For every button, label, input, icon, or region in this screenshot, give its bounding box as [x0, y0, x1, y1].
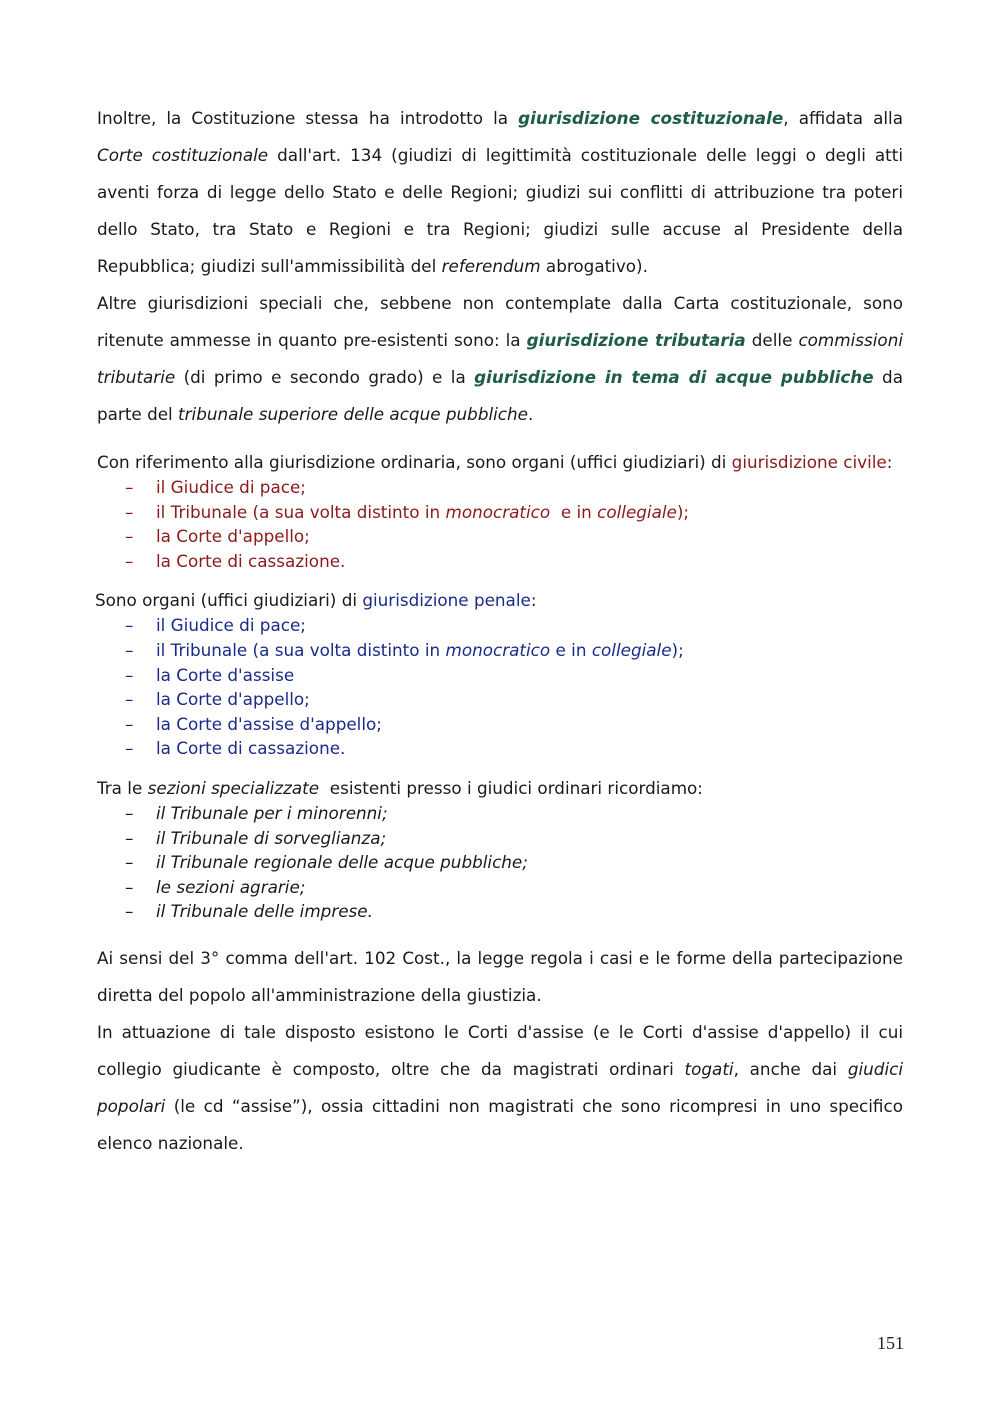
- dash-bullet: –: [125, 501, 134, 522]
- list-item: – il Giudice di pace;: [97, 613, 903, 638]
- italic-term: giudici popolari: [97, 1058, 903, 1116]
- text-span: abrogativo).: [540, 256, 648, 276]
- text-span: delle: [745, 330, 799, 350]
- text-span: Inoltre, la Costituzione stessa ha introdotto la: [97, 108, 519, 128]
- paragraph-partecipazione-popolo: Ai sensi del 3° comma dell'art. 102 Cost., la legge regola i casi e le forme della partecipazione diretta del popolo all'amministrazione della giustizia.: [97, 947, 903, 1005]
- text-span: (di primo e secondo grado) e la: [175, 367, 475, 387]
- list-item: – la Corte d'assise d'appello;: [97, 712, 903, 737]
- italic-term: referendum: [441, 256, 541, 276]
- list-item: – il Tribunale per i minorenni;: [97, 801, 903, 826]
- list-item: – la Corte d'appello;: [97, 687, 903, 712]
- highlight-term: giurisdizione in tema di acque pubbliche: [474, 367, 874, 387]
- highlight-term: giurisdizione costituzionale: [518, 108, 784, 128]
- civile-list: [97, 475, 903, 573]
- dash-bullet: –: [125, 802, 134, 823]
- text-span: dall'art. 134 (giudizi di legittimità costituzionale delle leggi o degli atti aventi forza di legge dello Stato e delle Regioni; giudizi sui conflitti di attribuzione tra poteri dello Stato, tra Stato e Regioni e tra Regioni; giudizi sulle accuse al Presidente della Repubblica; giudizi sull'ammissibilità del: [97, 145, 904, 276]
- dash-bullet: –: [125, 550, 134, 571]
- dash-bullet: –: [125, 713, 134, 734]
- list-item: – le sezioni agrarie;: [97, 875, 903, 900]
- list-item: – il Tribunale (a sua volta distinto in monocratico e in collegiale);: [97, 500, 903, 525]
- dash-bullet: –: [125, 852, 134, 873]
- text-span: .: [527, 404, 534, 424]
- text-span: Altre giurisdizioni speciali che, sebbene non contemplate dalla Carta costituzionale, sono ritenute ammesse in quanto pre-esistenti sono: la: [97, 293, 903, 350]
- dash-bullet: –: [125, 901, 134, 922]
- list-item: – la Corte d'assise: [97, 663, 903, 688]
- civile-term: giurisdizione civile: [731, 452, 887, 472]
- list-item: – la Corte d'appello;: [97, 524, 903, 549]
- dash-bullet: –: [125, 738, 134, 759]
- list-item: – la Corte di cassazione.: [97, 549, 903, 574]
- sezioni-intro: Tra le sezioni specializzate esistenti presso i giudici ordinari ricordiamo:: [97, 777, 703, 798]
- list-item: – il Giudice di pace;: [97, 475, 903, 500]
- dash-bullet: –: [125, 876, 134, 897]
- italic-term: tribunale superiore delle acque pubbliche: [178, 404, 528, 424]
- list-item: – il Tribunale delle imprese.: [97, 899, 903, 924]
- penale-term: giurisdizione penale: [362, 590, 531, 611]
- dash-bullet: –: [125, 477, 134, 497]
- italic-term: commissioni tributarie: [97, 330, 904, 387]
- italic-term: sezioni specializzate: [147, 777, 320, 798]
- dash-bullet: –: [125, 689, 134, 710]
- list-item: – il Tribunale regionale delle acque pubbliche;: [97, 850, 903, 875]
- sezioni-list: [97, 801, 903, 924]
- dash-bullet: –: [125, 526, 134, 547]
- italic-term: togati: [684, 1058, 734, 1079]
- dash-bullet: –: [125, 664, 134, 685]
- document-page: [97, 100, 903, 1162]
- penale-list: [97, 613, 903, 761]
- civile-intro: Con riferimento alla giurisdizione ordinaria, sono organi (uffici giudiziari) di giurisdizione civile:: [97, 452, 893, 472]
- list-item: – il Tribunale di sorveglianza;: [97, 826, 903, 851]
- list-item: – il Tribunale (a sua volta distinto in monocratico e in collegiale);: [97, 638, 903, 663]
- dash-bullet: –: [125, 827, 134, 848]
- dash-bullet: –: [125, 639, 134, 660]
- dash-bullet: –: [125, 615, 134, 636]
- highlight-term: giurisdizione tributaria: [526, 330, 746, 350]
- list-item: – la Corte di cassazione.: [97, 736, 903, 761]
- text-span: da parte del: [97, 367, 903, 424]
- paragraph-corte-costituzionale: [97, 100, 903, 285]
- italic-term: Corte costituzionale: [97, 145, 269, 165]
- penale-intro: Sono organi (uffici giudiziari) di giurisdizione penale:: [95, 590, 537, 611]
- page-number: 151: [877, 1333, 904, 1353]
- paragraph-giurisdizioni-speciali: [97, 285, 903, 433]
- paragraph-corti-assise: In attuazione di tale disposto esistono le Corti d'assise (e le Corti d'assise d'appello) il cui collegio giudicante è composto, oltre che da magistrati ordinari togati, anche dai giudici popolari (le cd “assise”), ossia cittadini non magistrati che sono ricompresi in uno specifico elenco nazionale.: [97, 1021, 903, 1153]
- text-span: , affidata alla: [783, 108, 903, 128]
